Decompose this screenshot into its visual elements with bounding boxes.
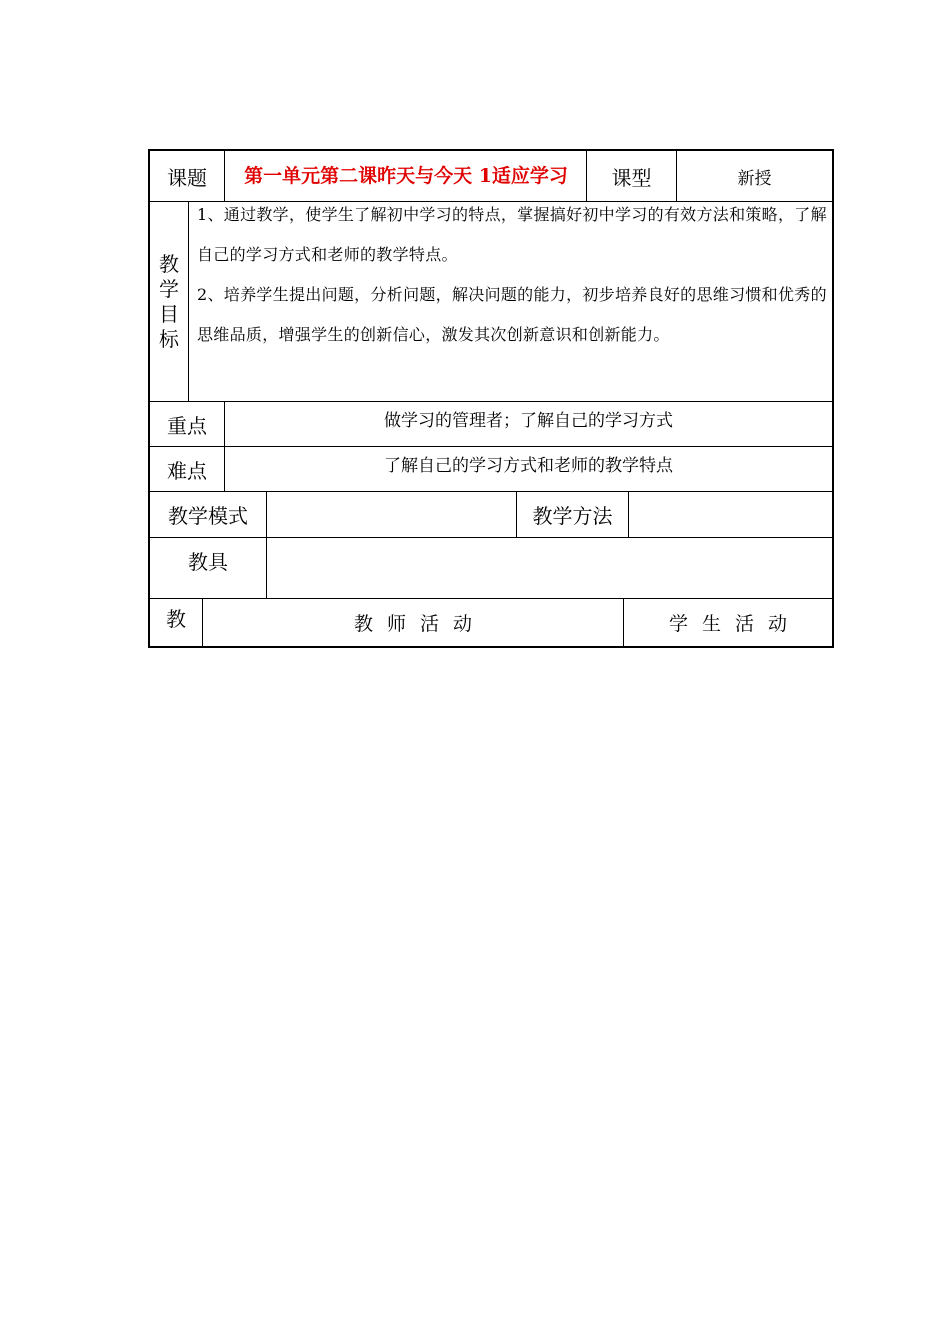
mode-value [267, 492, 516, 537]
tools-label: 教具 [188, 550, 228, 574]
difficulty-value: 了解自己的学习方式和老师的教学特点 [384, 456, 673, 476]
mode-label: 教学模式 [168, 504, 248, 528]
type-label: 课型 [611, 165, 652, 190]
topic-value: 第一单元第二课昨天与今天 1适应学习 [244, 165, 568, 187]
method-label: 教学方法 [532, 504, 613, 528]
goals-label: 教学目标 [159, 251, 179, 351]
process-label: 教 [166, 607, 186, 631]
difficulty-label: 难点 [167, 458, 207, 483]
type-value: 新授 [737, 168, 772, 189]
goal-item: 1、通过教学，使学生了解初中学习的特点，掌握搞好初中学习的有效方法和策略，了解自己的学习方式和老师的教学特点。 [197, 205, 827, 264]
key-label: 重点 [167, 413, 207, 438]
col-divider [188, 201, 189, 402]
method-value [629, 492, 832, 537]
row-divider [148, 401, 834, 402]
goal-item: 2、培养学生提出问题，分析问题，解决问题的能力，初步培养良好的思维习惯和优秀的思维品质，增强学生的创新信心，激发其次创新意识和创新能力。 [197, 285, 827, 344]
teacher-activity-label: 教师活动 [353, 613, 486, 635]
key-value: 做学习的管理者；了解自己的学习方式 [384, 411, 673, 431]
goals-label-cell [150, 202, 188, 401]
topic-label: 课题 [167, 165, 207, 190]
student-activity-label: 学生活动 [668, 613, 801, 635]
table-border-bottom [148, 646, 834, 648]
goals-text [197, 195, 833, 355]
row-divider [148, 446, 834, 447]
tools-value [267, 538, 832, 598]
